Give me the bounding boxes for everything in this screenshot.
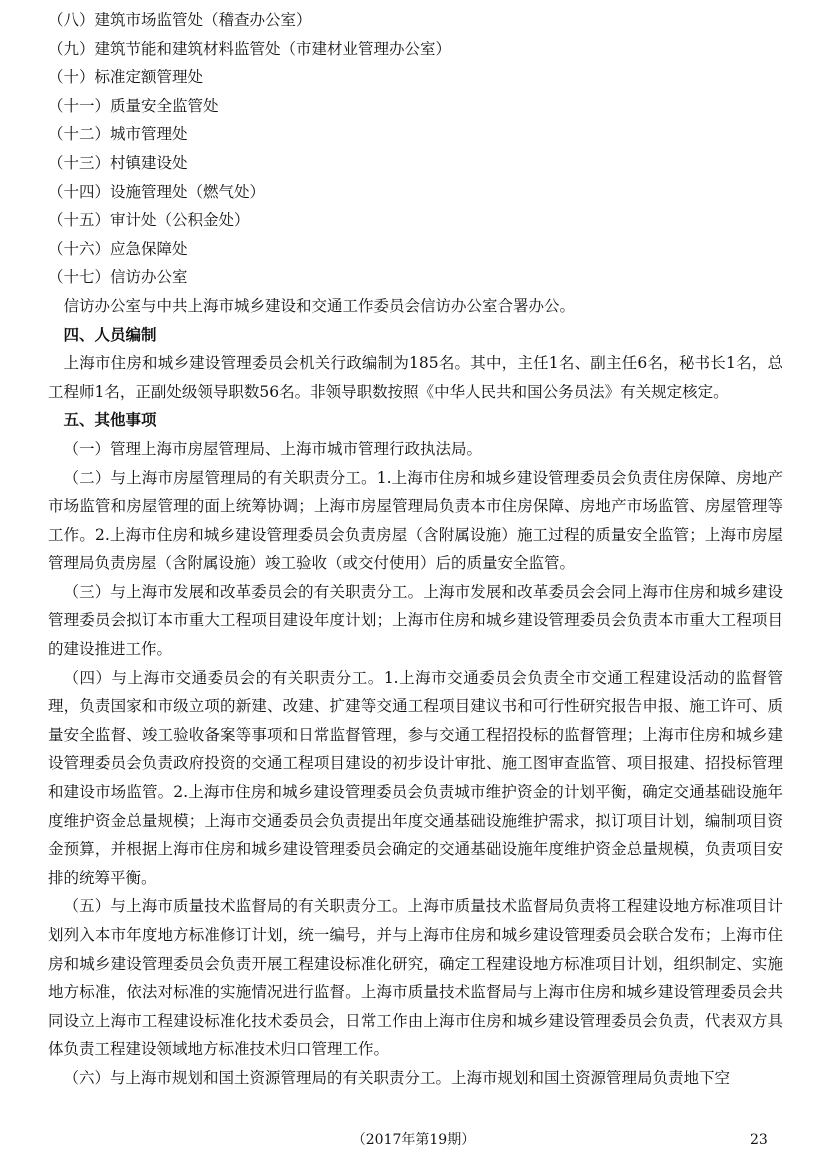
body-paragraph: 信访办公室与中共上海市城乡建设和交通工作委员会信访办公室合署办公。: [63, 296, 576, 315]
list-item: （十二）城市管理处: [48, 125, 188, 144]
list-item: （十）标准定额管理处: [48, 68, 204, 87]
body-paragraph: 上海市住房和城乡建设管理委员会机关行政编制为185名。其中，主任1名、副主任6名，秘书长1名，总工程师1名，正副处级领导职数56名。非领导职数按照《中华人民共和国公务员法》有关规定核定。: [48, 354, 783, 401]
body-paragraph: （六）与上海市规划和国土资源管理局的有关职责分工。上海市规划和国土资源管理局负责地下空: [63, 1068, 731, 1087]
body-paragraph: （三）与上海市发展和改革委员会的有关职责分工。上海市发展和改革委员会会同上海市住房和城乡建设管理委员会拟订本市重大工程项目建设年度计划；上海市住房和城乡建设管理委员会负责本市重大工程项目的建设推进工作。: [48, 582, 783, 659]
body-paragraph: （五）与上海市质量技术监督局的有关职责分工。上海市质量技术监督局负责将工程建设地方标准项目计划列入本市年度地方标准修订计划，统一编号，并与上海市住房和城乡建设管理委员会联合发布；上海市住房和城乡建设管理委员会负责开展工程建设标准化研究，确定工程建设地方标准项目计划，组织制定、实施地方标准，依法对标准的实施情况进行监督。上海市质量技术监督局与上海市住房和城乡建设管理委员会共同设立上海市工程建设标准化技术委员会，日常工作由上海市住房和城乡建设管理委员会负责，代表双方具体负责工程建设领域地方标准技术归口管理工作。: [48, 897, 783, 1059]
page-footer: [0, 1128, 827, 1152]
list-item: （十五）审计处（公积金处）: [48, 211, 250, 230]
list-item: （十四）设施管理处（燃气处）: [48, 182, 266, 201]
section-heading: 五、其他事项: [63, 411, 157, 430]
issue-label: （2017年第19期）: [351, 1132, 476, 1148]
list-item: （九）建筑节能和建筑材料监管处（市建材业管理办公室）: [48, 39, 452, 58]
list-item: （十七）信访办公室: [48, 268, 188, 287]
section-heading: 四、人员编制: [63, 325, 157, 344]
page-number: 23: [750, 1132, 768, 1148]
body-paragraph: （二）与上海市房屋管理局的有关职责分工。1.上海市住房和城乡建设管理委员会负责住房保障、房地产市场监管和房屋管理的面上统筹协调；上海市房屋管理局负责本市住房保障、房地产市场监管、房屋管理等工作。2.上海市住房和城乡建设管理委员会负责房屋（含附属设施）施工过程的质量安全监管；上海市房屋管理局负责房屋（含附属设施）竣工验收（或交付使用）后的质量安全监管。: [48, 468, 783, 573]
body-paragraph: （四）与上海市交通委员会的有关职责分工。1.上海市交通委员会负责全市交通工程建设活动的监督管理，负责国家和市级立项的新建、改建、扩建等交通工程项目建议书和可行性研究报告申报、施工许可、质量安全监督、竣工验收备案等事项和日常监督管理，参与交通工程招投标的监督管理；上海市住房和城乡建设管理委员会负责政府投资的交通工程项目建设的初步设计审批、施工图审查监管、项目报建、招投标管理和建设市场监管。2.上海市住房和城乡建设管理委员会负责城市维护资金的计划平衡，确定交通基础设施年度维护资金总量规模；上海市交通委员会负责提出年度交通基础设施维护需求，拟订项目计划，编制项目资金预算，并根据上海市住房和城乡建设管理委员会确定的交通基础设施年度维护资金总量规模，负责项目安排的统筹平衡。: [48, 668, 783, 887]
body-paragraph: （一）管理上海市房屋管理局、上海市城市管理行政执法局。: [63, 439, 483, 458]
list-item: （十六）应急保障处: [48, 239, 188, 258]
list-item: （八）建筑市场监管处（稽查办公室）: [48, 11, 312, 29]
list-item: （十三）村镇建设处: [48, 153, 188, 172]
list-item: （十一）质量安全监管处: [48, 96, 219, 115]
document-body: [48, 6, 783, 1093]
